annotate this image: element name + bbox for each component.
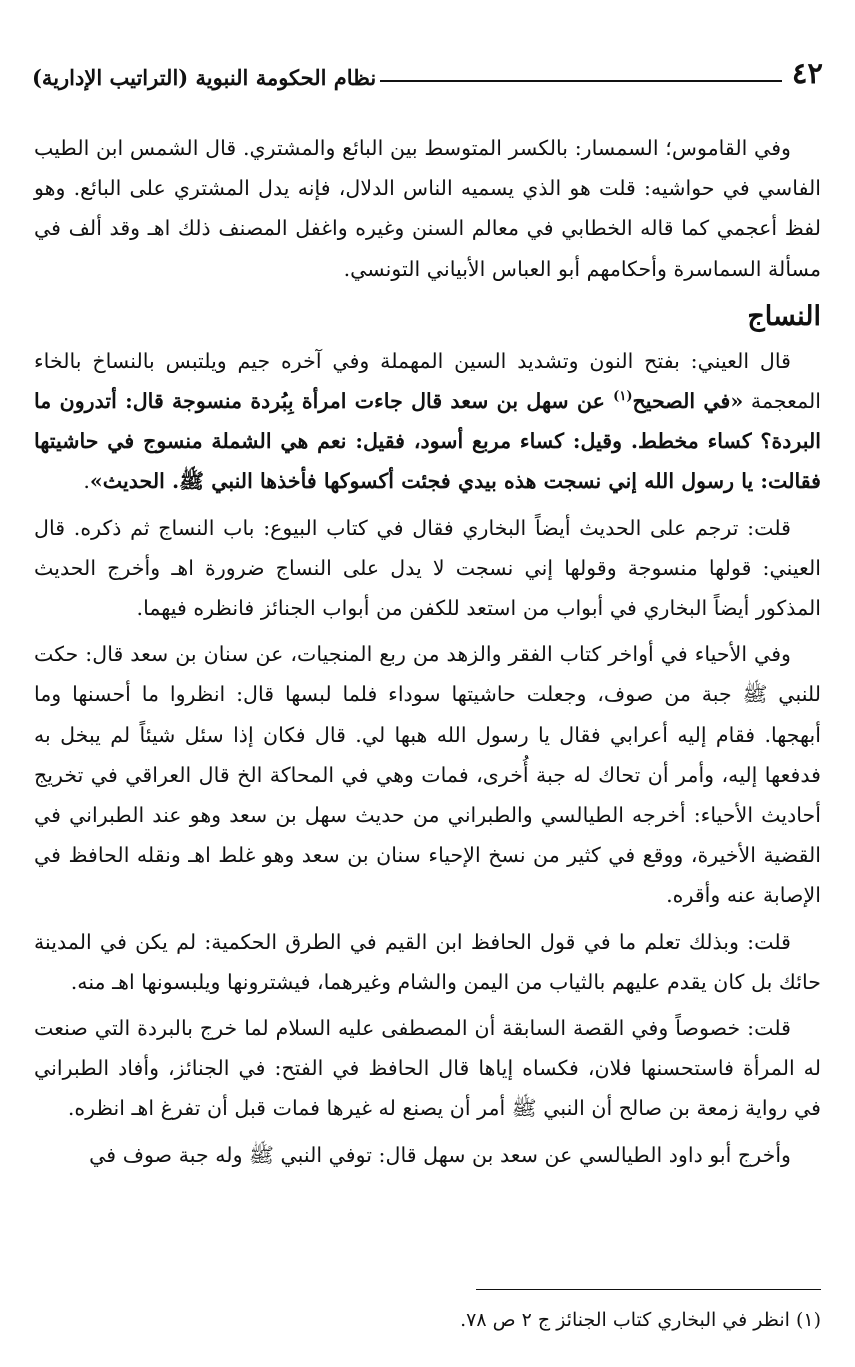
- paragraph-samsar: وفي القاموس؛ السمسار: بالكسر المتوسط بين البائع والمشتري. قال الشمس ابن الطيب الفاسي في حواشيه: قلت هو الذي يسميه الناس الدلال، فإنه يدل المشتري على البائع. وهو لفظ أعجمي كما قاله الخطابي في معالم السنن وغيره واغفل المصنف ذلك اهـ وقد ألف في مسألة السماسرة وأحكامهم أبو العباس الأبياني التونسي.: [34, 136, 821, 281]
- hadith-quote-text: عن سهل بن سعد قال جاءت امرأة بِبُردة منسوجة قال: أتدرون ما البردة؟ كساء مخطط. وقيل: كساء مربع أسود، فقيل: نعم هي الشملة منسوج في حاشيتها فقالت: يا رسول الله إني نسجت هذه بيدي فجئت أكسوكها فأخذها النبي ﷺ. الحديث»: [34, 389, 821, 494]
- footnote-rule: [476, 1289, 821, 1290]
- section-title: النساج: [747, 300, 821, 332]
- paragraph-tayalisi: وأخرج أبو داود الطيالسي عن سعد بن سهل قال: توفي النبي ﷺ وله جبة صوف في: [89, 1142, 791, 1167]
- page-body: [34, 128, 821, 1175]
- paragraph-bukhari: قلت: ترجم على الحديث أيضاً البخاري فقال في كتاب البيوع: باب النساج ثم ذكره. قال العيني: قولها منسوجة وقولها إني نسجت لا يدل على النساج ضرورة اهـ وأخرج الحديث المذكور أيضاً البخاري في أبواب من استعد للكفن من أبواب الجنائز فانظره فيهما.: [34, 515, 821, 621]
- footnote: (١) انظر في البخاري كتاب الجنائز ج ٢ ص ٧٨.: [460, 1309, 821, 1331]
- running-title: نظام الحكومة النبوية (التراتيب الإدارية): [32, 65, 377, 90]
- page-header: [32, 48, 823, 88]
- paragraph-end-period: .: [83, 469, 90, 494]
- paragraph-burda: قلت: خصوصاً وفي القصة السابقة أن المصطفى عليه السلام لما خرج بالبردة التي صنعت له المرأة فاستحسنها فلان، فكساه إياها قال الحافظ في الفتح: في الجنائز، وأفاد الطبراني في رواية زمعة بن صالح أن النبي ﷺ أمر أن يصنع له غيرها فمات قبل أن تفرغ اهـ انظره.: [34, 1016, 821, 1121]
- paragraph-ibn-qayyim: قلت: وبذلك تعلم ما في قول الحافظ ابن القيم في الطرق الحكمية: لم يكن في المدينة حائك بل كان يقدم عليهم بالثياب من اليمن والشام وغيرهما، فيشترونها ويلبسونها اهـ منه.: [34, 929, 821, 994]
- paragraph-intro: قال العيني: بفتح النون وتشديد السين المهملة وفي آخره جيم ويلتبس بالنساخ بالخاء المعجمة: [34, 348, 821, 414]
- paragraph-ihya: وفي الأحياء في أواخر كتاب الفقر والزهد من ربع المنجيات، عن سنان بن سعد قال: حكت للنبي ﷺ جبة من صوف، وجعلت حاشيتها سوداء فلما لبسها قال: انظروا ما أحسنها وما أبهجها. فقام إليه أعرابي فقال يا رسول الله هبها لي. قال فكان إذا سئل شيئاً لم يبخل به فدفعها إليه، وأمر أن تحاك له جبة أُخرى، فمات وهي في المحاكة الخ قال العراقي في تخريج أحاديث الأحياء: أخرجه الطيالسي والطبراني من حديث سهل بن سعد وهو عند الطبراني في القضية الأخيرة، ووقع في كثير من نسخ الإحياء سنان بن سعد وهو غلط اهـ ونقله الحافظ في الإصابة عنه وأقره.: [34, 642, 821, 908]
- footnote-marker[interactable]: (١): [613, 389, 633, 405]
- paragraph-nassaj-hadith: [34, 341, 821, 502]
- hadith-quote-open: «في الصحيح: [632, 389, 744, 414]
- page-number: ٤٢: [791, 56, 823, 90]
- header-rule: [380, 80, 782, 82]
